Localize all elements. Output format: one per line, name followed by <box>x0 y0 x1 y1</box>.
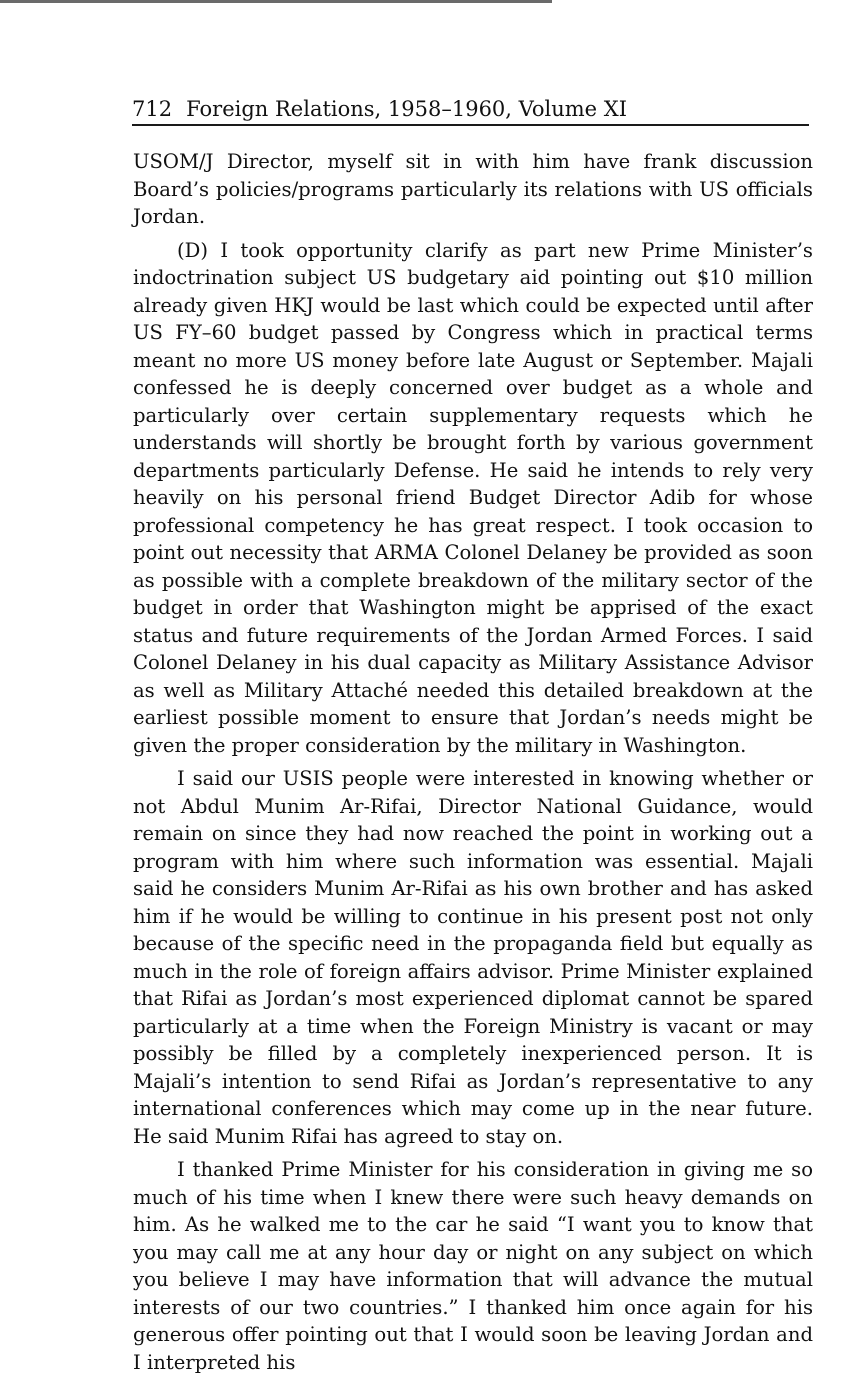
scan-edge <box>0 0 552 3</box>
running-head-title: Foreign Relations, 1958–1960, Volume XI <box>186 97 628 121</box>
running-head <box>132 96 809 126</box>
paragraph-thanks: I thanked Prime Minister for his consideration in giving me so much of his time when I knew there were such heavy demands on him. As he walked me to the car he said “I want you to know that you may call me at any hour day or night on any subject on which you believe I may have information that will advance the mutual interests of our two countries.” I thanked him once again for his generous offer pointing out that I would soon be leaving Jordan and I interpreted his <box>133 1158 813 1374</box>
paragraph-budgetary-aid: (D) I took opportunity clarify as part new Prime Minister’s indoctrination subject US budgetary aid pointing out $10 million already given HKJ would be last which could be expected until after US FY–60 budget passed by Congress which in practical terms meant no more US money before late August or September. Majali confessed he is deeply concerned over budget as a whole and particularly over certain supplementary requests which he understands will shortly be brought forth by various government departments particularly Defense. He said he intends to rely very heavily on his personal friend Budget Director Adib for whose professional competency he has great respect. I took occasion to point out necessity that ARMA Colonel Delaney be provided as soon as possible with a complete breakdown of the military sector of the budget in order that Washington might be apprised of the exact status and future requirements of the Jordan Armed Forces. I said Colonel Delaney in his dual capacity as Military Assistance Advisor as well as Military Attaché needed this detailed breakdown at the earliest possible moment to ensure that Jordan’s needs might be given the proper consideration by the military in Washington. <box>133 238 813 757</box>
body-text <box>133 148 813 1382</box>
paragraph-continued: USOM/J Director, myself sit in with him have frank discussion Board’s policies/programs particularly its relations with US officials Jordan. <box>133 150 813 228</box>
paragraph-usis-rifai: I said our USIS people were interested in knowing whether or not Abdul Munim Ar-Rifai, Director National Guidance, would remain on since they had now reached the point in working out a program with him where such information was essential. Majali said he considers Munim Ar-Rifai as his own brother and has asked him if he would be willing to continue in his present post not only because of the specific need in the propaganda field but equally as much in the role of foreign affairs advisor. Prime Minister explained that Rifai as Jordan’s most experienced diplomat cannot be spared particularly at a time when the Foreign Ministry is vacant or may possibly be filled by a completely inexperienced person. It is Majali’s intention to send Rifai as Jordan’s representative to any international conferences which may come up in the near future. He said Munim Rifai has agreed to stay on. <box>133 767 813 1148</box>
page-number: 712 <box>132 97 173 121</box>
